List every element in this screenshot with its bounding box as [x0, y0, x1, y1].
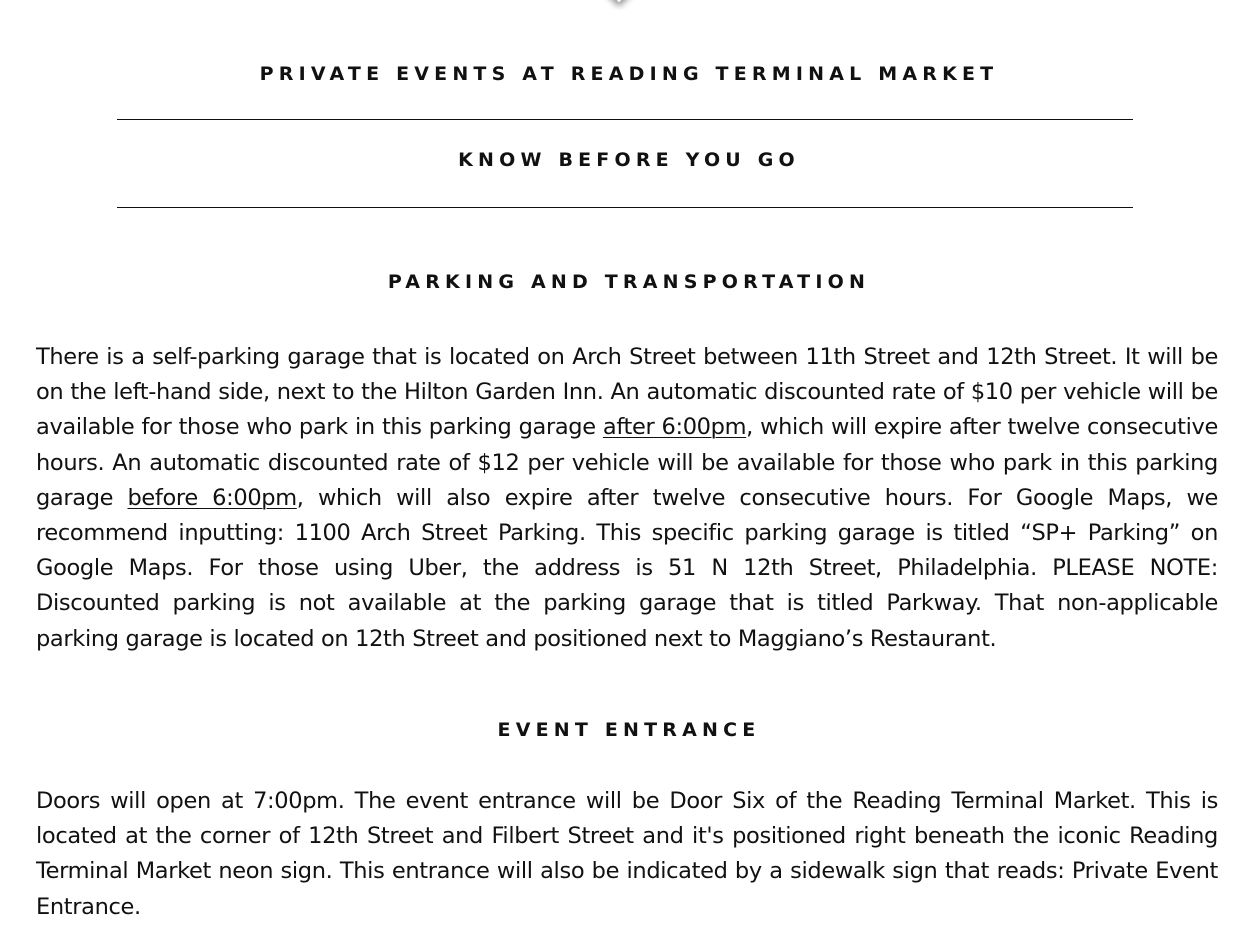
parking-text-3: , which will also expire after twelve consecutive hours. For Google Maps, we recommend inputting: 1100 Arch Street Parking. This specific parking garage is titled “SP+ Parking” on Google Maps. For those using Uber, the address is 51 N 12th Street, Philadelphia. PLEASE NOTE: Discounted parking is not available at the parking garage that is titled Parkway. That non-applicable parking garage is located on 12th Street and positioned next to Maggiano’s Restaurant. [36, 484, 1218, 652]
after-6pm-underlined: after 6:00pm [602, 414, 747, 441]
page-title: PRIVATE EVENTS AT READING TERMINAL MARKET [259, 63, 999, 85]
page-subtitle: KNOW BEFORE YOU GO [458, 149, 800, 171]
before-6pm-underlined: before 6:00pm [127, 484, 297, 511]
parking-text-2: , which will expire after twelve consecutive hours. An automatic discounted rate of $12 per vehicle will be available for those who park in this parking garage [36, 414, 1218, 511]
parking-text-1: There is a self-parking garage that is located on Arch Street between 11th Street and 12th Street. It will be on the left-hand side, next to the Hilton Garden Inn. An automatic discounted rate of $10 per vehicle will be available for those who park in this parking garage [36, 344, 1218, 441]
bottom-divider [117, 207, 1133, 208]
parking-paragraph [36, 340, 1218, 657]
parking-heading: PARKING AND TRANSPORTATION [387, 271, 871, 293]
entrance-heading: EVENT ENTRANCE [497, 719, 761, 741]
top-decorative-shape [560, 0, 678, 10]
chevron-down-icon [567, 0, 672, 2]
entrance-paragraph: Doors will open at 7:00pm. The event entrance will be Door Six of the Reading Terminal Market. This is located at the corner of 12th Street and Filbert Street and it's positioned right beneath the iconic Reading Terminal Market neon sign. This entrance will also be indicated by a sidewalk sign that reads: Private Event Entrance. [36, 788, 1218, 920]
top-divider [117, 119, 1133, 120]
